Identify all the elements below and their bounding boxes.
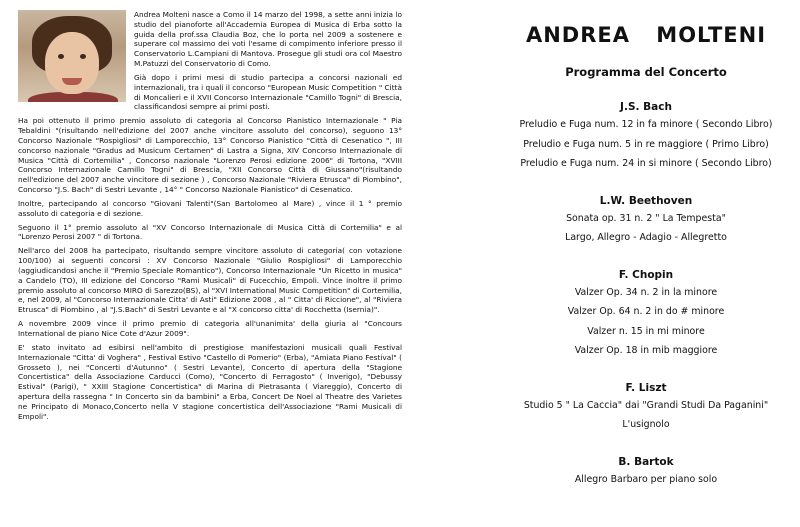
composer-section-beethoven: [505, 194, 787, 248]
piece-title: Allegro Barbaro per piano solo: [574, 473, 718, 485]
bio-paragraph: E' stato invitato ad esibirsi nell'ambito di prestigiose manifestazioni musicali quali Festival Internazionale "Citta' di Voghera" , Festival Estivo "Castello di Pomerio" (Erba), "Amiata Piano Festival" ( Grosseto ), nei "Concerti d'Autunno" ( Sestri Levante), Concerto di apertura della "Stagione Concertistica" della Associazione Carducci (Como), "Concerto di Ferragosto" ( Inverigo), "Debussy Estival" (Parigi), " XXIII Stagione Concertistica" di Marina di Pietrasanta ( Viareggio), Concerto di apertura della rassegna " In Concerto sin da bambini" a Erba, Concert De Noel al Theatre des Varietes ne Principato di Monaco,Concerto nella V stagione concertistica dell'Associazione "Rami Musicali di Empoli".: [18, 343, 402, 421]
portrait-eye-right: [80, 54, 86, 59]
piece-title: Valzer Op. 64 n. 2 in do # minore: [567, 306, 725, 317]
composer-name: F. Chopin: [618, 268, 674, 281]
biography-column: [18, 10, 402, 520]
portrait-photo: [18, 10, 126, 102]
composer-section-chopin: [505, 268, 787, 361]
bio-paragraph: Inoltre, partecipando al concorso "Giovani Talenti"(San Bartolomeo al Mare) , vince il 1 ° premio assoluto di categoria e di sezione.: [18, 198, 402, 218]
piece-title: Studio 5 " La Caccia" dai "Grandi Studi Da Paganini": [523, 399, 769, 411]
bio-paragraph: Seguono il 1° premio assoluto al "XV Concorso Internazionale di Musica Città di Cortemilia" e al "Lorenzo Perosi 2007 " di Tortona.: [18, 222, 402, 242]
portrait-eye-left: [58, 54, 64, 59]
bio-paragraph: Andrea Molteni nasce a Como il 14 marzo del 1998, a sette anni inizia lo studio del pianoforte all'Accademia Europea di Musica di Erba sotto la guida della prof.ssa Claudia Boz, che lo porta nel 2009 a sostenere e superare col massimo dei voti l'esame di compimento inferiore presso il Conservatorio L.Campiani di Mantova. Prosegue gli studi ora col Maestro M.Patuzzi del Conservatorio di Como.: [134, 10, 402, 68]
performer-name: ANDREA MOLTENI: [525, 23, 767, 47]
bio-paragraph: Già dopo i primi mesi di studio partecipa a concorsi nazionali ed internazionali, tra i quali il concorso "European Music Competition " Città di Moncalieri e il XVII Concorso Internazionale "Camillo Togni" di Brescia, classificandosi sempre ai primi posti.: [134, 72, 402, 112]
piece-title: Preludio e Fuga num. 24 in si minore ( Secondo Libro): [520, 158, 772, 169]
bio-paragraph: A novembre 2009 vince il primo premio di categoria all'unanimita' della giuria al "Concours International de piano Nice Cote d'Azur 2009".: [18, 319, 402, 339]
composer-name: L.W. Beethoven: [599, 194, 693, 207]
composer-section-bartok: [505, 455, 787, 490]
composer-section-liszt: [505, 381, 787, 435]
bio-paragraph: Nell'arco del 2008 ha partecipato, risultando sempre vincitore assoluto di categoria( con votazione 100/100) ai seguenti concorsi : XV Concorso Nazionale "Giulio Rospigliosi" di Lamporecchio (aggiudicandosi anche il "Premio Speciale Romantico"), Concorso Internazionale "Un Ricetto in musica" a Candelo (TO), III edizione del Concorso "Rami Musicali" di Fucecchio, Empoli. Vince inoltre il primo premio assoluto al concorso MIRO di Sarezzo(BS), al "XVI International Music Competition" di Cortemilia, e, nel 2009, al "Concorso Internazionale Citta' di Asti" Edizione 2008 , al " Citta' di Riccione", al "Riviera Etrusca" di Piombino , al "J.S.Bach" di Sestri Levante e al "X concorso citta' di Rocchetta (Isernia)".: [18, 246, 402, 315]
composer-name: B. Bartok: [618, 455, 674, 468]
bio-paragraph: Ha poi ottenuto il primo premio assoluto di categoria al Concorso Pianistico Internazionale " Pia Tebaldini "(risultando nell'edizione del 2007 anche vincitore assoluto del concorso), seguono 13° Concorso Nazionale "Rospigliosi" di Lamporecchio, 13° Concorso Pianistico "Città di Cesenatico ", III concorso nazionale "Gradus ad Musicum Certamen" di Lastra a Signa, XIV Concorso Internazionale di Musica "Città di Cortemilia" , Concorso nazionale "Lorenzo Perosi edizione 2006" di Tortona, "XVIII Concorso Internazionale Camillo Togni" di Brescia, "XII Concorso Città di Giussano"(risultando nell'edizione del 2007 anche vincitore di sezione ) , Concorso Nazionale "Riviera Etrusca" di Piombino", Concorso "J.S. Bach" di Sestri Levante , 14° " Concorso Nazionale Pianistico" di Cesenatico.: [18, 116, 402, 194]
piece-title: Valzer n. 15 in mi minore: [587, 325, 705, 337]
piece-title: Valzer Op. 18 in mib maggiore: [574, 345, 718, 356]
composer-name: F. Liszt: [625, 381, 667, 394]
piece-title: Valzer Op. 34 n. 2 in la minore: [574, 286, 718, 298]
piece-title: Largo, Allegro - Adagio - Allegretto: [565, 232, 727, 243]
piece-title: Preludio e Fuga num. 5 in re maggiore ( Primo Libro): [523, 138, 769, 150]
piece-title: Sonata op. 31 n. 2 " La Tempesta": [566, 212, 726, 224]
piece-title: L'usignolo: [622, 419, 670, 430]
piece-title: Preludio e Fuga num. 12 in fa minore ( Secondo Libro): [519, 119, 773, 130]
composer-name: J.S. Bach: [620, 101, 672, 113]
program-column: [505, 20, 787, 489]
program-heading: Programma del Concerto: [565, 65, 727, 79]
composer-section-bach: [505, 100, 787, 174]
